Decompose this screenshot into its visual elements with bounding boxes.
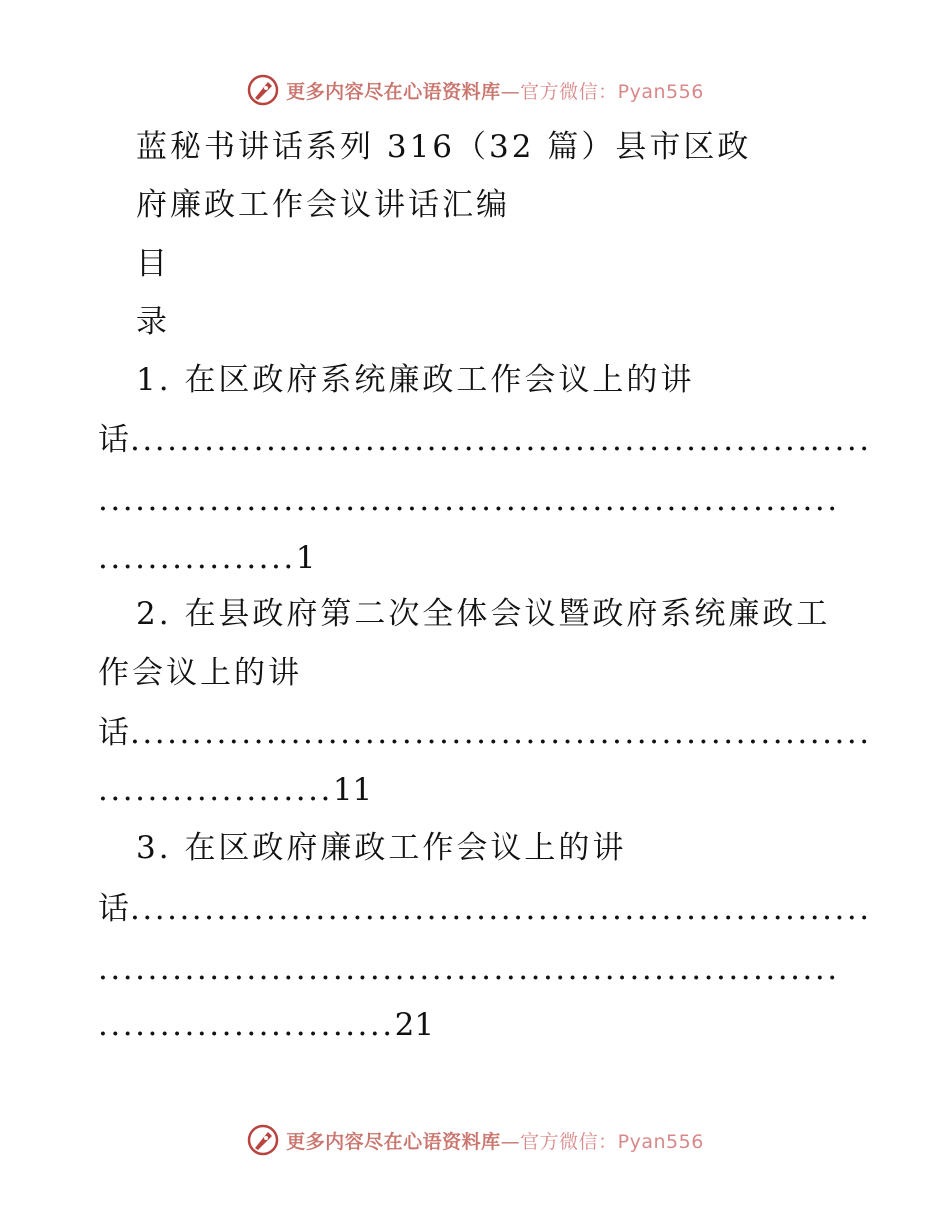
document-title-line-2: 府廉政工作会议讲话汇编 [136,187,510,223]
toc-entry-2-last-char: 话 [98,715,132,751]
toc-entry-3-number: 3. [136,830,172,866]
toc-entry-3-leader-end: ........................21 [98,1007,435,1043]
watermark-text [286,1127,704,1154]
toc-entry-1-leader-end: ................1 [98,540,316,576]
header-watermark [0,70,950,110]
toc-entry-1-page: 1 [295,540,316,576]
toc-entry-3-last-char: 话 [98,891,132,927]
toc-entry-1-text: 在区政府系统廉政工作会议上的讲 [184,362,695,398]
toc-entry-3-leader-1: ............................................................ [130,891,870,927]
watermark-wechat: 官方微信：Pyan556 [520,1130,704,1153]
toc-entry-3-text: 在区政府廉政工作会议上的讲 [184,830,627,866]
toc-heading-lu: 录 [136,304,170,340]
toc-entry-2-leader-end: ...................11 [98,772,373,808]
toc-entry-2-number: 2. [136,596,172,632]
toc-entry-1-last-char: 话 [98,422,132,458]
toc-entry-1-leader-2: ............................................................ [98,482,838,518]
toc-entry-2-leader-1: ............................................................ [130,715,870,751]
toc-entry-3-title[interactable] [136,828,626,868]
footer-watermark [0,1120,950,1160]
toc-entry-1-number: 1. [136,362,172,398]
watermark-text [286,77,704,104]
document-title-line-1: 蓝秘书讲话系列 316（32 篇）县市区政 [136,129,752,165]
toc-entry-2-title[interactable] [136,594,830,634]
watermark-site-name: 更多内容尽在心语资料库 [286,80,501,103]
toc-entry-2-title-line-2: 作会议上的讲 [98,655,302,691]
watermark-separator: — [500,80,521,103]
toc-entry-1-title[interactable] [136,360,694,400]
toc-entry-1-leader-1: ............................................................ [130,422,870,458]
pen-nib-logo-icon [246,73,280,107]
toc-entry-3-page: 21 [394,1007,435,1043]
toc-entry-3-leader-2: ............................................................ [98,951,838,987]
watermark-site-name: 更多内容尽在心语资料库 [286,1130,501,1153]
watermark-separator: — [500,1130,521,1153]
toc-heading-mu: 目 [136,246,170,282]
watermark-wechat: 官方微信：Pyan556 [520,80,704,103]
pen-nib-logo-icon [246,1123,280,1157]
toc-entry-2-page: 11 [332,772,373,808]
toc-entry-2-text: 在县政府第二次全体会议暨政府系统廉政工 [184,596,831,632]
